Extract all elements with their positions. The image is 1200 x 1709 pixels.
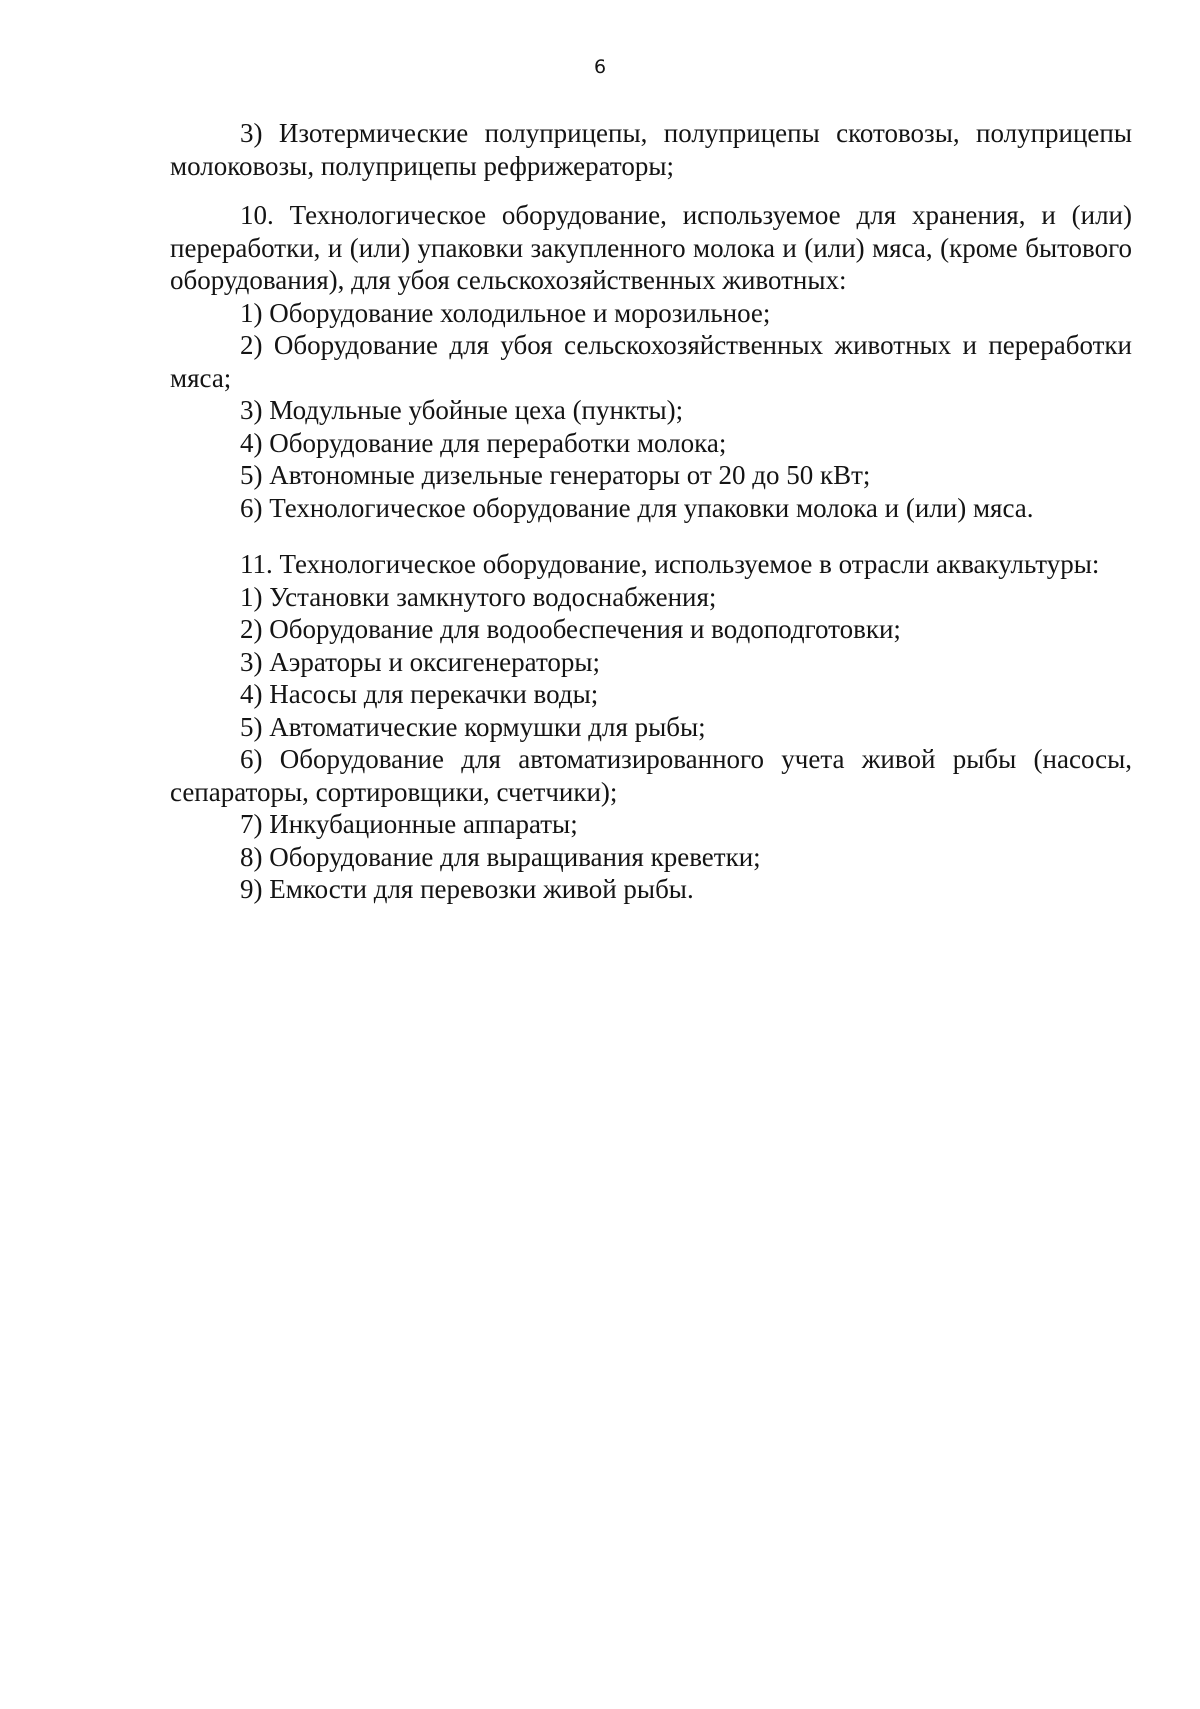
- list-item: 6) Технологическое оборудование для упаковки молока и (или) мяса.: [240, 492, 1034, 523]
- section-heading: 11. Технологическое оборудование, используемое в отрасли аквакультуры:: [240, 549, 1100, 579]
- list-item: 3) Модульные убойные цеха (пункты);: [240, 395, 684, 425]
- list-item: 5) Автоматические кормушки для рыбы;: [240, 711, 706, 742]
- page-number: 6: [593, 56, 607, 78]
- document-body: [170, 117, 1132, 906]
- list-item: 6) Оборудование для автоматизированного учета живой рыбы (насосы, сепараторы, сортировщики, счетчики);: [170, 744, 1132, 807]
- list-item: 4) Насосы для перекачки воды;: [240, 679, 599, 709]
- list-item: 1) Оборудование холодильное и морозильное;: [240, 297, 771, 328]
- list-item: 8) Оборудование для выращивания креветки;: [240, 841, 761, 872]
- list-item: 2) Оборудование для водообеспечения и водоподготовки;: [240, 614, 901, 644]
- list-item: 9) Емкости для перевозки живой рыбы.: [240, 874, 694, 904]
- list-item: 4) Оборудование для переработки молока;: [240, 427, 727, 458]
- list-item: 7) Инкубационные аппараты;: [240, 809, 578, 839]
- list-item: 1) Установки замкнутого водоснабжения;: [240, 581, 717, 612]
- list-item: 5) Автономные дизельные генераторы от 20 до 50 кВт;: [240, 460, 871, 490]
- section-heading: 10. Технологическое оборудование, используемое для хранения, и (или) переработки, и (или) упаковки закупленного молока и (или) мяса, (кроме бытового оборудования), для убоя сельскохозяйственных животных:: [170, 200, 1132, 295]
- list-item: 3) Аэраторы и оксигенераторы;: [240, 646, 601, 677]
- list-item: 3) Изотермические полуприцепы, полуприцепы скотовозы, полуприцепы молоковозы, полуприцепы рефрижераторы;: [170, 118, 1132, 181]
- list-item: 2) Оборудование для убоя сельскохозяйственных животных и переработки мяса;: [170, 330, 1132, 393]
